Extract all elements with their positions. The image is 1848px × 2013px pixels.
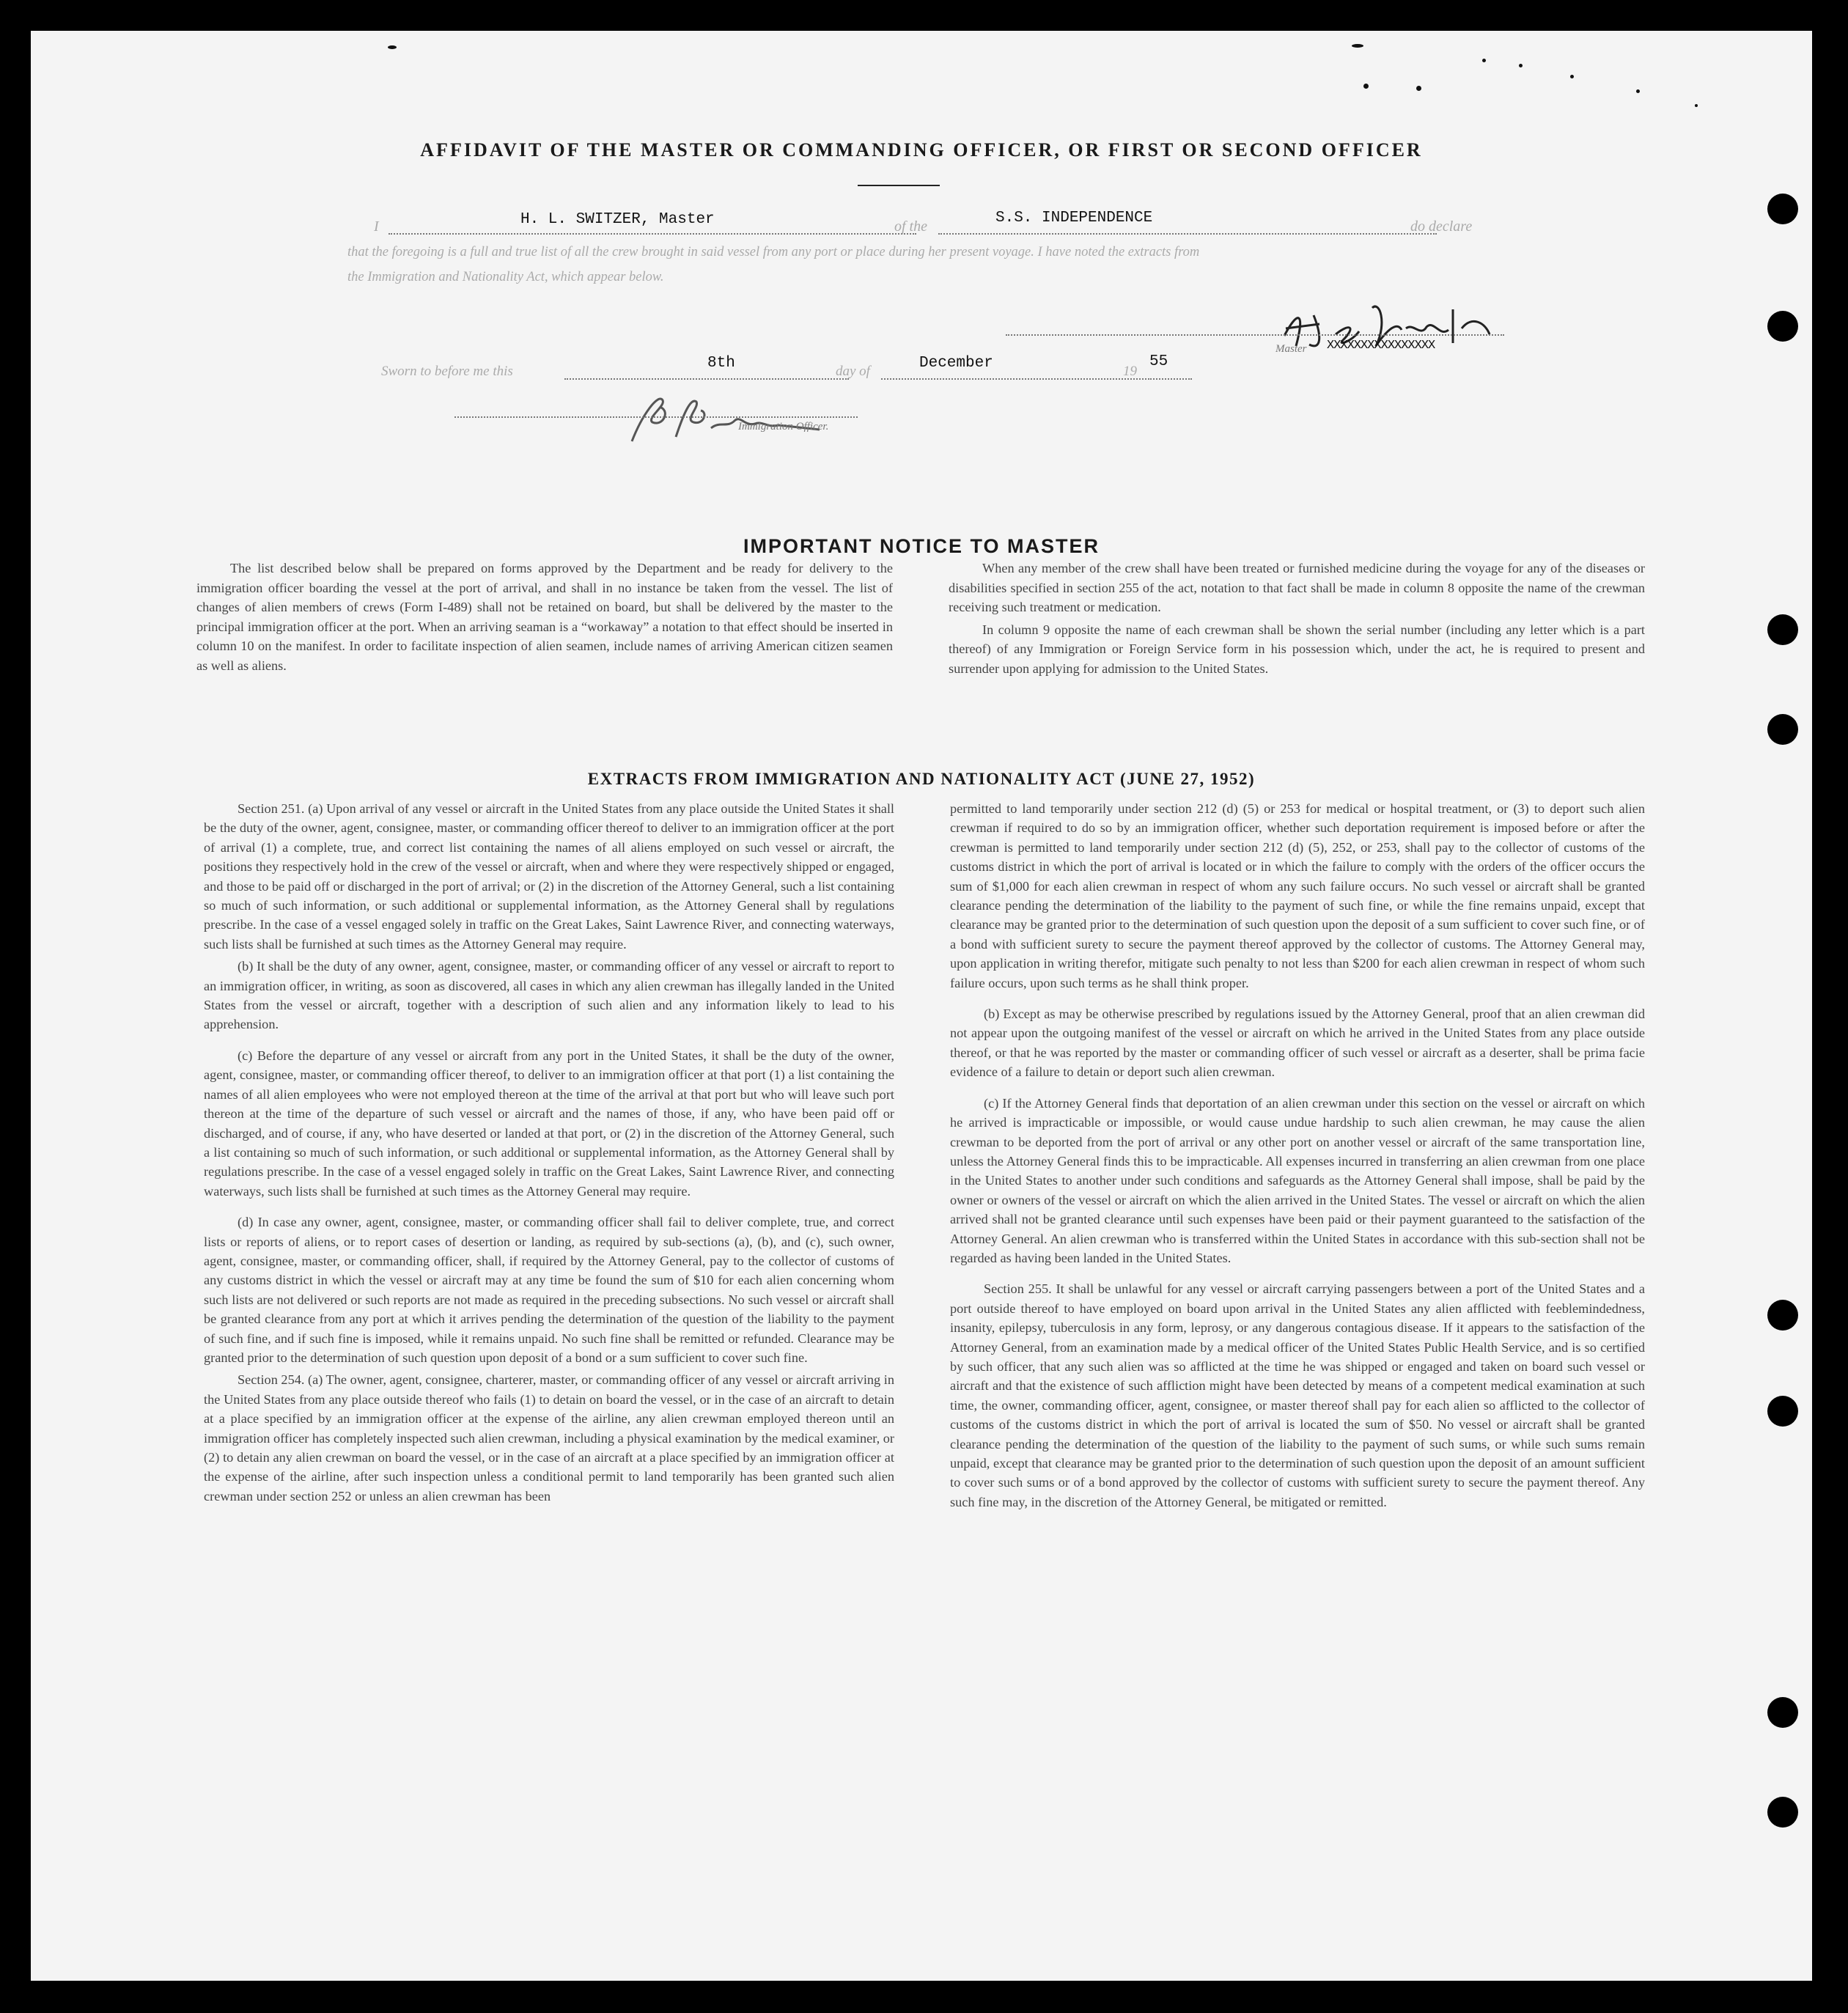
do-declare-label: do declare: [1410, 218, 1473, 235]
section-251-d: (d) In case any owner, agent, consignee, master, or commanding officer shall fail to deliver complete, true, and correct lists or reports of aliens, or to report cases of desertion or landing, as required by sub-sections (a), (b), and (c), such owner, agent, consignee, master, or commanding officer, shall, if required by the Attorney General, pay to the collector of customs of any customs district in which the vessel or aircraft may at any time be found the sum of $10 for each alien concerning whom such lists are not delivered or such reports are not made as required in the preceding subsections. No such vessel or aircraft shall be granted clearance from any port at which it arrives pending the determination of the question of the liability to the payment of such fine, and if such fine is imposed, while it remains unpaid. No such fine shall be remitted or refunded. Clearance may be granted prior to the determination of such question upon deposit of a bond or a sum sufficient to cover such fine.: [204, 1215, 894, 1365]
section-251-c: (c) Before the departure of any vessel or aircraft from any port in the United States, it shall be the duty of the owner, agent, consignee, master, or commanding officer thereof, to deliver to an immigration officer at that port (1) a list containing the names of all alien employees who were not employed thereon at the time of the arrival at that port but who will leave such port thereon at the time of the departure of such vessel or aircraft and the names of those, if any, who have been paid off or discharged, and of course, if any, who have deserted or landed at that port, or (2) in the discretion of the Attorney General, such a list containing so much of such information, or such additional or supplemental information, as the Attorney General shall by regulations prescribe. In the case of a vessel engaged solely in traffic on the Great Lakes, Saint Lawrence River, and connecting waterways, such lists shall be furnished at such times as the Attorney General may require.: [204, 1048, 894, 1199]
scan-speck: [1482, 59, 1486, 62]
master-caption-strikeout: XXXXXXXXXXXXXXXX: [1327, 339, 1435, 353]
year-prefix-label: 19: [1123, 364, 1137, 379]
section-254-a: Section 254. (a) The owner, agent, consignee, charterer, master, or commanding officer of any vessel or aircraft arriving in the United States from any place outside thereof who fails (1) to detain on board the vessel, or in the case of an aircraft to detain at a place specified by an immigration officer at the expense of the airline, any alien crewman employed thereon until an immigration officer has completely inspected such alien crewman, including a physical examination by the medical examiner, or (2) to detain any alien crewman on board the vessel, or in the case of an aircraft at a place specified by an immigration officer at the expense of the airline, after such inspection unless a conditional permit to land temporarily has been granted such alien crewman under section 252 or unless an alien crewman has been: [204, 1372, 894, 1504]
officer-caption: Immigration Officer.: [738, 421, 829, 433]
section-251-a: Section 251. (a) Upon arrival of any vessel or aircraft in the United States from any place outside the United States it shall be the duty of the owner, agent, consignee, master, or commanding officer thereof to deliver to an immigration officer at the port of arrival (1) a complete, true, and correct list containing the names of all aliens employed on such vessel or aircraft, the positions they respectively hold in the crew of the vessel or aircraft, when and where they were respectively shipped or engaged, and those to be paid off or discharged in the port of arrival; or (2) in the discretion of the Attorney General, such a list containing so much of such information, or such additional or supplemental information, as the Attorney General shall by regulations prescribe. In the case of a vessel engaged solely in traffic on the Great Lakes, Saint Lawrence River, and connecting waterways, such lists shall be furnished at such times as the Attorney General may require.: [204, 801, 894, 952]
notice-heading: IMPORTANT NOTICE TO MASTER: [743, 535, 1100, 557]
master-caption: Master: [1275, 343, 1307, 355]
notice-left-column: [196, 559, 893, 687]
notice-right-paragraph-1: When any member of the crew shall have been treated or furnished medicine during the voyage for any of the diseases or disabilities specified in section 255 of the act, notation to that fact shall be made in column 8 opposite the name of the crewman receiving such treatment or medication.: [949, 561, 1645, 614]
title-rule: [858, 185, 940, 186]
officer-signature-line: [454, 416, 858, 418]
name-field-line: [389, 233, 916, 235]
declaration-line-1: that the foregoing is a full and true list of all the crew brought in said vessel from any port or place during her present voyage. I have noted the extracts from: [347, 245, 1200, 260]
binder-hole: [1767, 714, 1798, 745]
section-254-b: (b) Except as may be otherwise prescribed by regulations issued by the Attorney General, proof that an alien crewman did not appear upon the outgoing manifest of the vessel or aircraft on which he arrived in the United States from any place outside thereof, or that he was reported by the master or commanding officer of such vessel or aircraft as a deserter, shall be prima facie evidence of a failure to detain or deport such alien crewman.: [950, 1006, 1645, 1080]
scan-speck: [1519, 64, 1523, 67]
day-value: 8th: [707, 355, 735, 372]
vessel-field-line: [938, 233, 1437, 235]
binder-hole: [1767, 1697, 1798, 1728]
vessel-name-value: S.S. INDEPENDENCE: [995, 210, 1153, 227]
scan-speck: [1352, 44, 1363, 48]
scan-speck: [1570, 75, 1574, 78]
section-254-a-continued: permitted to land temporarily under section 212 (d) (5) or 253 for medical or hospital treatment, or (3) to deport such alien crewman if required to do so by an immigration officer, whether such deportation requirement is imposed before or after the crewman is permitted to land temporarily under section 212 (d) (5), 252, or 253, shall pay to the collector of customs of the customs district in which the port of arrival is located or in which the failure to comply with the orders of the officer occurs the sum of $1,000 for each alien crewman in respect of whom any such failure occurs. No such vessel or aircraft shall be granted clearance pending the determination of the liability to the payment of such fine, or while the fine remains unpaid, except that clearance may be granted prior to the determination of such question upon the deposit of a sum sufficient to cover such fine, or of a bond with sufficient surety to secure the payment thereof approved by the collector of customs. The Attorney General may, upon application in writing therefor, mitigate such penalty to not less than $200 for each alien crewman in respect of whom such failure occurs, upon such terms as he shall think proper.: [950, 801, 1645, 990]
scan-speck: [1363, 84, 1369, 89]
sworn-label: Sworn to before me this: [381, 364, 513, 379]
binder-hole: [1767, 1396, 1798, 1427]
day-of-label: day of: [836, 364, 870, 379]
day-field-line: [564, 378, 849, 380]
scan-speck: [1416, 86, 1421, 91]
section-255: Section 255. It shall be unlawful for any vessel or aircraft carrying passengers between a port of the United States and a port outside thereof to have employed on board upon arrival in the United States any alien afflicted with feeblemindedness, insanity, epilepsy, tuberculosis in any form, leprosy, or any dangerous contagious disease. If it appears to the satisfaction of the Attorney General, from an examination made by a medical officer of the United States Public Health Service, and is so certified by such officer, that any such alien was so afflicted at the time he was shipped or engaged and taken on board such vessel or aircraft and that the existence of such affliction might have been detected by means of a competent medical examination at such time, the owner, commanding officer, agent, consignee, or master thereof shall pay for each alien so afflicted to the collector of customs of the customs district in which the port of arrival is located the sum of $50. No vessel or aircraft shall be granted clearance pending the determination of the question of the liability to the payment of such sums, or while such sums remain unpaid, except that clearance may be granted prior to the determination of such question upon the deposit of an amount sufficient to cover such sums or of a bond approved by the collector of customs with sufficient surety to secure the payment thereof. Any such fine may, in the discretion of the Attorney General, be mitigated or remitted.: [950, 1281, 1645, 1509]
scan-speck: [388, 45, 397, 49]
binder-hole: [1767, 194, 1798, 224]
notice-left-paragraph: The list described below shall be prepared on forms approved by the Department and be ready for delivery to the immigration officer boarding the vessel at the port of arrival, and shall in no instance be taken from the vessel. The list of changes of alien members of crews (Form I-489) shall not be retained on board, but shall be delivered by the master to the principal immigration officer at the port. When an arriving seaman is a “workaway” a notation to that effect should be inserted in column 10 on the manifest. In order to facilitate inspection of alien seamen, include names of arriving American citizen seamen as well as aliens.: [196, 561, 893, 673]
of-the-label: of the: [894, 218, 927, 235]
binder-hole: [1767, 311, 1798, 342]
year-field-line: [1148, 378, 1192, 380]
document-page: [31, 31, 1812, 1981]
binder-hole: [1767, 614, 1798, 645]
affidavit-title: AFFIDAVIT OF THE MASTER OR COMMANDING OFFICER, OR FIRST OR SECOND OFFICER: [420, 139, 1423, 161]
notice-right-column: [949, 559, 1645, 690]
month-field-line: [881, 378, 1149, 380]
section-254-c: (c) If the Attorney General finds that deportation of an alien crewman under this section on the vessel or aircraft on which he arrived is impracticable or impossible, or would cause undue hardship to such alien crewman, he may cause the alien crewman to be deported from the port of arrival or any other port on another vessel or aircraft of the same transportation line, unless the Attorney General finds this to be impracticable. All expenses incurred in transferring an alien crewman from one place in the United States to another under such conditions and safeguards as the Attorney General shall impose, shall be paid by the owner or owners of the vessel or aircraft on which the alien arrived in the United States. The vessel or aircraft on which the alien arrived shall not be granted clearance until such expenses have been paid or their payment guaranteed to the satisfaction of the Attorney General. An alien crewman who is transferred within the United States in accordance with this sub-section shall not be regarded as having been landed in the United States.: [950, 1095, 1645, 1265]
scan-speck: [1636, 89, 1640, 93]
extracts-heading: EXTRACTS FROM IMMIGRATION AND NATIONALITY ACT (JUNE 27, 1952): [587, 770, 1256, 788]
extracts-right-column: [950, 799, 1645, 1523]
master-name-value: H. L. SWITZER, Master: [520, 211, 715, 228]
binder-hole: [1767, 1300, 1798, 1331]
month-value: December: [919, 355, 993, 372]
section-251-b: (b) It shall be the duty of any owner, agent, consignee, master, or commanding officer of any vessel or aircraft to report to an immigration officer, in writing, as soon as discovered, all cases in which any alien crewman has illegally landed in the United States from the vessel or aircraft, together with a description of such alien and any information likely to lead to his apprehension.: [204, 959, 894, 1032]
notice-right-paragraph-2: In column 9 opposite the name of each crewman shall be shown the serial number (including any letter which is a part thereof) of any Immigration or Foreign Service form in his possession which, under the act, he is required to present and surrender upon applying for admission to the United States.: [949, 622, 1645, 676]
master-signature-line: [1006, 334, 1504, 336]
binder-hole: [1767, 1797, 1798, 1828]
extracts-left-column: [204, 799, 894, 1517]
year-value: 55: [1149, 353, 1168, 370]
scan-speck: [1695, 104, 1698, 107]
declaration-prefix-i: I: [374, 218, 379, 235]
declaration-line-2: the Immigration and Nationality Act, which appear below.: [347, 270, 664, 284]
